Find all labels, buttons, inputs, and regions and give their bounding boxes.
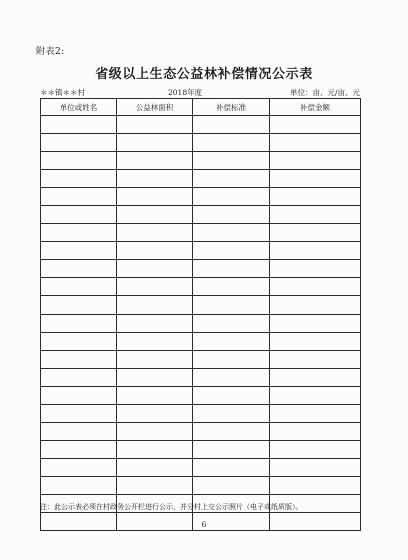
table-row [41, 296, 361, 314]
table-cell [193, 386, 270, 404]
header-standard: 补偿标准 [193, 99, 270, 116]
table-cell [193, 116, 270, 134]
table-cell [41, 116, 117, 134]
table-row [41, 386, 361, 404]
appendix-label: 附表2: [36, 47, 65, 57]
table-cell [193, 296, 270, 314]
footnote: 注：此公示表必须在村政务公开栏进行公示，并分村上交公示照片（电子或纸质版）。 [40, 503, 303, 511]
table-row [41, 152, 361, 170]
table-body [41, 116, 361, 531]
table-cell [193, 134, 270, 152]
table-cell [117, 404, 193, 422]
table-cell [270, 368, 361, 386]
table-cell [193, 458, 270, 476]
table-cell [41, 188, 117, 206]
table-cell [270, 404, 361, 422]
location-label: ＊＊镇＊＊村 [40, 88, 85, 97]
table-row [41, 206, 361, 224]
table-cell [117, 350, 193, 368]
table-cell [270, 314, 361, 332]
table-cell [41, 260, 117, 278]
table-cell [117, 422, 193, 440]
table-row [41, 314, 361, 332]
table-cell [117, 224, 193, 242]
table-cell [41, 368, 117, 386]
table-row [41, 422, 361, 440]
table-cell [117, 314, 193, 332]
table-cell [270, 296, 361, 314]
compensation-table [40, 98, 361, 531]
table-cell [193, 314, 270, 332]
table-cell [193, 278, 270, 296]
table-cell [193, 476, 270, 494]
table-cell [117, 260, 193, 278]
table-cell [117, 476, 193, 494]
table-cell [41, 350, 117, 368]
table-cell [270, 188, 361, 206]
table-cell [41, 476, 117, 494]
table-cell [117, 332, 193, 350]
table-cell [270, 206, 361, 224]
table-cell [117, 386, 193, 404]
table-cell [41, 242, 117, 260]
table-cell [270, 170, 361, 188]
table-cell [117, 188, 193, 206]
table-row [41, 224, 361, 242]
table-cell [270, 116, 361, 134]
year-label: 2018年度 [168, 88, 203, 97]
unit-label: 单位：亩、元/亩、元 [289, 88, 360, 97]
table-row [41, 242, 361, 260]
table-row [41, 116, 361, 134]
table-row [41, 476, 361, 494]
page-number: 6 [201, 520, 207, 529]
table-cell [270, 278, 361, 296]
table-cell [117, 206, 193, 224]
table-cell [117, 152, 193, 170]
table-cell [117, 458, 193, 476]
table-cell [117, 278, 193, 296]
table-cell [41, 296, 117, 314]
table-cell [41, 314, 117, 332]
table-row [41, 440, 361, 458]
table-cell [41, 170, 117, 188]
table-cell [193, 188, 270, 206]
table-cell [270, 440, 361, 458]
table-cell [41, 152, 117, 170]
table-row [41, 134, 361, 152]
header-name: 单位或姓名 [41, 99, 117, 116]
document-title: 省级以上生态公益林补偿情况公示表 [95, 67, 313, 82]
table-cell [117, 296, 193, 314]
table-cell [41, 134, 117, 152]
table-cell [270, 134, 361, 152]
table-cell [41, 206, 117, 224]
table-cell [117, 170, 193, 188]
table-cell [193, 332, 270, 350]
table-row [41, 404, 361, 422]
table-cell [193, 422, 270, 440]
table-cell [41, 224, 117, 242]
table-row [41, 170, 361, 188]
table-row [41, 350, 361, 368]
table-cell [41, 332, 117, 350]
table-cell [270, 224, 361, 242]
table-cell [117, 242, 193, 260]
table-cell [41, 422, 117, 440]
table-cell [270, 422, 361, 440]
table-cell [270, 386, 361, 404]
table-cell [41, 278, 117, 296]
table-cell [41, 458, 117, 476]
table-row [41, 260, 361, 278]
table-cell [270, 350, 361, 368]
table-cell [117, 440, 193, 458]
table-cell [193, 260, 270, 278]
header-amount: 补偿金额 [270, 99, 361, 116]
table-cell [193, 242, 270, 260]
table-cell [193, 350, 270, 368]
table-row [41, 278, 361, 296]
table-row [41, 332, 361, 350]
table-cell [41, 440, 117, 458]
table-cell [270, 458, 361, 476]
table-cell [193, 368, 270, 386]
table-cell [117, 368, 193, 386]
table-row [41, 368, 361, 386]
table-cell [270, 152, 361, 170]
header-area: 公益林面积 [117, 99, 193, 116]
table-cell [270, 260, 361, 278]
table-cell [193, 152, 270, 170]
table-cell [193, 170, 270, 188]
table-cell [270, 476, 361, 494]
table-header-row [41, 99, 361, 116]
table-row [41, 458, 361, 476]
table-cell [270, 332, 361, 350]
table-cell [270, 242, 361, 260]
table-cell [193, 404, 270, 422]
table-row [41, 188, 361, 206]
table-cell [41, 404, 117, 422]
table-cell [193, 224, 270, 242]
table-cell [193, 440, 270, 458]
table-cell [41, 386, 117, 404]
table-cell [117, 134, 193, 152]
table-cell [193, 206, 270, 224]
table-cell [117, 116, 193, 134]
